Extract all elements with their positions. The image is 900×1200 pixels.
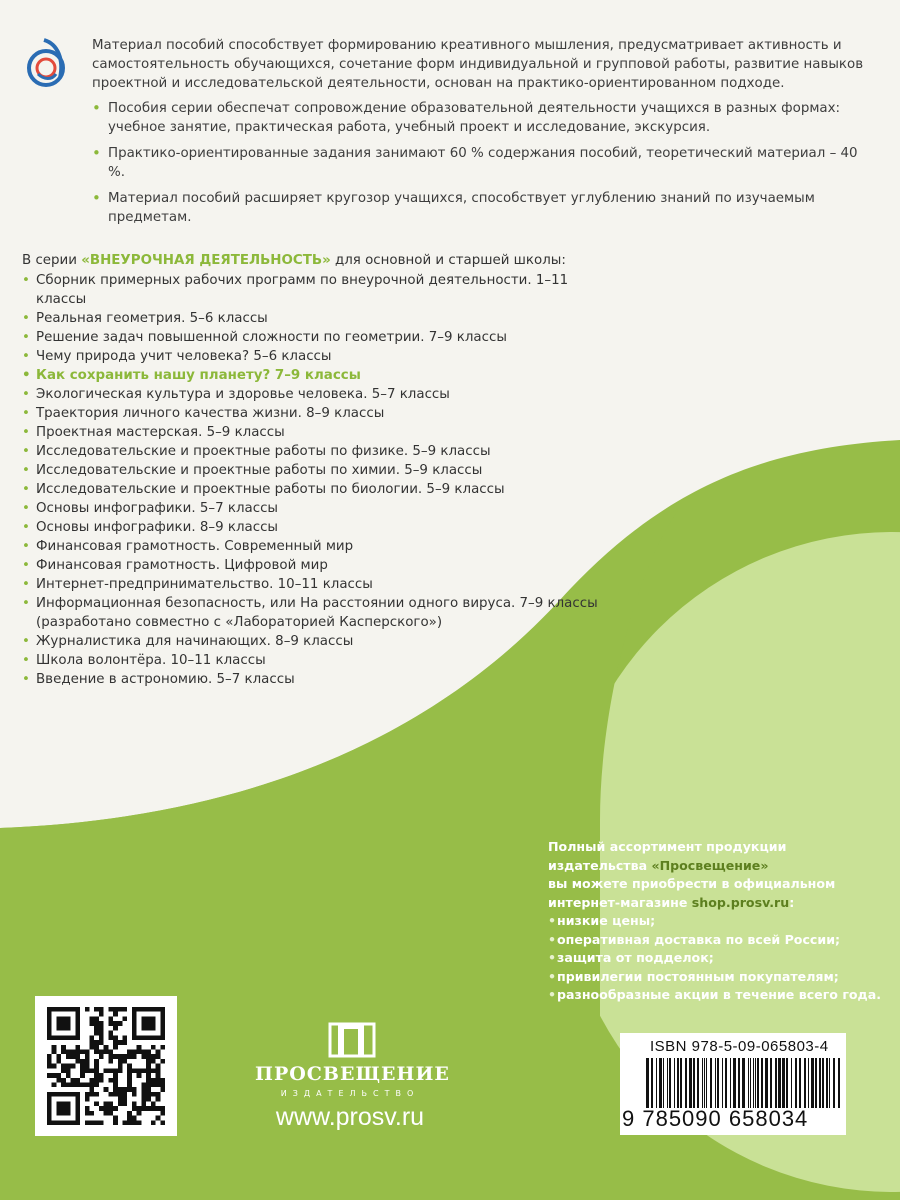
series-heading <box>22 251 602 270</box>
isbn-barcode-panel <box>620 1033 846 1135</box>
isbn-barcode-icon <box>646 1058 842 1108</box>
shop-benefit: • низкие цены; <box>548 912 888 931</box>
series-section <box>22 251 602 689</box>
series-book-item: • Исследовательские и проектные работы по биологии. 5–9 классы <box>22 480 602 499</box>
series-book-item: • Введение в астрономию. 5–7 классы <box>22 670 602 689</box>
publisher-name: ПРОСВЕЩЕНИЕ <box>255 1063 450 1085</box>
shop-line <box>548 857 888 876</box>
series-heading-suffix: для основной и старшей школы: <box>330 253 566 268</box>
series-book-item: • Сборник примерных рабочих программ по внеурочной деятельности. 1–11 классы <box>22 271 602 309</box>
series-book-item: • Информационная безопасность, или На расстоянии одного вируса. 7–9 классы (разработано совместно с «Лабораторией Касперского») <box>22 594 602 632</box>
shop-line <box>548 894 888 913</box>
series-book-list <box>22 271 602 689</box>
publisher-website-link[interactable]: www.prosv.ru <box>275 1103 425 1131</box>
isbn-digits: 9 785090 658034 <box>622 1106 809 1131</box>
intro-bullet: • Материал пособий расширяет кругозор учащихся, способствует углублению знаний по изучаемым предметам. <box>92 189 882 227</box>
series-book-item: • Исследовательские и проектные работы по химии. 5–9 классы <box>22 461 602 480</box>
series-book-item: • Школа волонтёра. 10–11 классы <box>22 651 602 670</box>
series-book-item: • Чему природа учит человека? 5–6 классы <box>22 347 602 366</box>
shop-info <box>548 838 888 1005</box>
intro-bullet-list <box>92 99 882 227</box>
shop-line-colon: : <box>789 894 795 910</box>
intro-section <box>92 36 882 234</box>
series-book-item: • Финансовая грамотность. Современный мир <box>22 537 602 556</box>
shop-benefit: • привилегии постоянным покупателям; <box>548 968 888 987</box>
series-heading-title: «ВНЕУРОЧНАЯ ДЕЯТЕЛЬНОСТЬ» <box>81 253 331 268</box>
series-book-item: • Реальная геометрия. 5–6 классы <box>22 309 602 328</box>
shop-line: Полный ассортимент продукции <box>548 839 787 854</box>
series-book-item: • Журналистика для начинающих. 8–9 классы <box>22 632 602 651</box>
shop-link[interactable]: shop.prosv.ru <box>691 894 790 910</box>
series-book-item: • Решение задач повышенной сложности по геометрии. 7–9 классы <box>22 328 602 347</box>
series-book-item: • Траектория личного качества жизни. 8–9 классы <box>22 404 602 423</box>
series-heading-prefix: В серии <box>22 253 82 268</box>
shop-benefit: • защита от подделок; <box>548 949 888 968</box>
series-book-item-current: • Как сохранить нашу планету? 7–9 классы <box>22 366 602 385</box>
shop-benefit: • оперативная доставка по всей России; <box>548 931 888 950</box>
series-book-item: • Экологическая культура и здоровье человека. 5–7 классы <box>22 385 602 404</box>
qr-code-icon[interactable] <box>47 1007 165 1125</box>
series-book-item: • Финансовая грамотность. Цифровой мир <box>22 556 602 575</box>
qr-code-panel <box>35 996 177 1136</box>
prosveshchenie-logo-icon <box>324 1022 380 1058</box>
series-book-item: • Проектная мастерская. 5–9 классы <box>22 423 602 442</box>
series-book-item: • Основы инфографики. 5–7 классы <box>22 499 602 518</box>
intro-bullet: • Пособия серии обеспечат сопровождение образовательной деятельности учащихся в разных формах: учебное занятие, практическая работа, учебный проект и исследование, экскурсия. <box>92 99 882 137</box>
intro-bullet: • Практико-ориентированные задания занимают 60 % содержания пособий, теоретический материал – 40 %. <box>92 144 882 182</box>
publisher-subtitle: ИЗДАТЕЛЬСТВО <box>280 1089 420 1098</box>
shop-line: вы можете приобрести в официальном <box>548 876 836 891</box>
publisher-circle-logo-icon <box>24 34 72 94</box>
series-book-item: • Исследовательские и проектные работы по физике. 5–9 классы <box>22 442 602 461</box>
intro-paragraph: Материал пособий способствует формированию креативного мышления, предусматривает активность и самостоятельность обучающихся, сочетание форм индивидуальной и групповой работы, развитие навыков проектной и исследовательской деятельности, основан на практико-ориентированном подходе. <box>92 38 864 91</box>
series-book-item: • Интернет-предпринимательство. 10–11 классы <box>22 575 602 594</box>
shop-benefit: • разнообразные акции в течение всего года. <box>548 986 888 1005</box>
shop-line-text: интернет-магазине <box>548 894 692 910</box>
series-book-item: • Основы инфографики. 8–9 классы <box>22 518 602 537</box>
shop-line-text: издательства <box>548 857 652 873</box>
publisher-name-accent: «Просвещение» <box>651 857 769 873</box>
shop-benefits-list <box>548 912 888 1005</box>
isbn-label: ISBN 978-5-09-065803-4 <box>650 1038 829 1055</box>
